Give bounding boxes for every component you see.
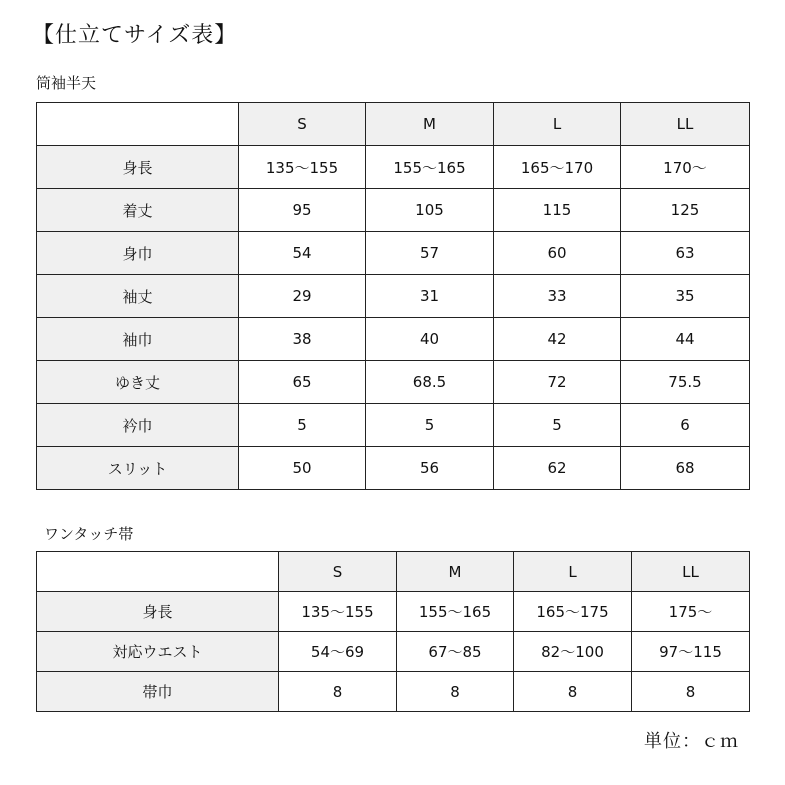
- table-cell: 115: [494, 189, 621, 232]
- table-cell: 31: [366, 275, 494, 318]
- size-header: S: [239, 103, 366, 146]
- unit-note: 単位：ｃｍ: [644, 731, 739, 752]
- table-row: [37, 275, 750, 318]
- table-row: [37, 146, 750, 189]
- table-cell: 33: [494, 275, 621, 318]
- row-label: スリット: [37, 447, 239, 490]
- table-cell: 42: [494, 318, 621, 361]
- table-cell: 29: [239, 275, 366, 318]
- table-cell: 8: [632, 672, 750, 712]
- row-label: 袖丈: [37, 275, 239, 318]
- table-row: [37, 672, 750, 712]
- table-cell: 38: [239, 318, 366, 361]
- table-cell: 165～170: [494, 146, 621, 189]
- size-header: S: [279, 552, 397, 592]
- corner-cell: [37, 103, 239, 146]
- size-header: L: [494, 103, 621, 146]
- row-label: 身長: [37, 146, 239, 189]
- table-cell: 8: [514, 672, 632, 712]
- table-cell: 67～85: [397, 632, 514, 672]
- row-label: 袖巾: [37, 318, 239, 361]
- table-cell: 56: [366, 447, 494, 490]
- row-label: 帯巾: [37, 672, 279, 712]
- table-row: [37, 592, 750, 632]
- table-cell: 63: [621, 232, 750, 275]
- table-cell: 6: [621, 404, 750, 447]
- sleeve-jacket-size-table: [36, 102, 750, 490]
- table-cell: 97～115: [632, 632, 750, 672]
- table-row: [37, 361, 750, 404]
- table-cell: 65: [239, 361, 366, 404]
- header-row: [37, 103, 750, 146]
- table-cell: 8: [279, 672, 397, 712]
- size-header: M: [397, 552, 514, 592]
- table-cell: 175～: [632, 592, 750, 632]
- table-cell: 125: [621, 189, 750, 232]
- table-row: [37, 404, 750, 447]
- table-row: [37, 189, 750, 232]
- table-cell: 5: [239, 404, 366, 447]
- table-cell: 62: [494, 447, 621, 490]
- table-cell: 60: [494, 232, 621, 275]
- page-title: 【仕立てサイズ表】: [32, 23, 238, 48]
- row-label: 着丈: [37, 189, 239, 232]
- table-cell: 68.5: [366, 361, 494, 404]
- table-row: [37, 632, 750, 672]
- table-cell: 35: [621, 275, 750, 318]
- table-row: [37, 447, 750, 490]
- size-header: LL: [632, 552, 750, 592]
- size-header: L: [514, 552, 632, 592]
- size-header: LL: [621, 103, 750, 146]
- corner-cell: [37, 552, 279, 592]
- table-cell: 5: [366, 404, 494, 447]
- table-cell: 165～175: [514, 592, 632, 632]
- table-cell: 57: [366, 232, 494, 275]
- table-cell: 50: [239, 447, 366, 490]
- row-label: ゆき丈: [37, 361, 239, 404]
- table-cell: 105: [366, 189, 494, 232]
- table-row: [37, 232, 750, 275]
- row-label: 衿巾: [37, 404, 239, 447]
- table1-caption: 筒袖半天: [36, 74, 97, 92]
- table-cell: 155～165: [366, 146, 494, 189]
- table-cell: 54: [239, 232, 366, 275]
- row-label: 対応ウエスト: [37, 632, 279, 672]
- row-label: 身長: [37, 592, 279, 632]
- table-cell: 8: [397, 672, 514, 712]
- table-cell: 170～: [621, 146, 750, 189]
- table-cell: 68: [621, 447, 750, 490]
- row-label: 身巾: [37, 232, 239, 275]
- table-cell: 135～155: [279, 592, 397, 632]
- one-touch-obi-size-table: [36, 551, 750, 712]
- table2-caption: ワンタッチ帯: [44, 525, 134, 543]
- table-cell: 155～165: [397, 592, 514, 632]
- table-cell: 72: [494, 361, 621, 404]
- table-cell: 5: [494, 404, 621, 447]
- table-cell: 44: [621, 318, 750, 361]
- table-cell: 75.5: [621, 361, 750, 404]
- size-header: M: [366, 103, 494, 146]
- table-cell: 135～155: [239, 146, 366, 189]
- table-cell: 40: [366, 318, 494, 361]
- table-row: [37, 318, 750, 361]
- header-row: [37, 552, 750, 592]
- table-cell: 82～100: [514, 632, 632, 672]
- table-cell: 54～69: [279, 632, 397, 672]
- table-cell: 95: [239, 189, 366, 232]
